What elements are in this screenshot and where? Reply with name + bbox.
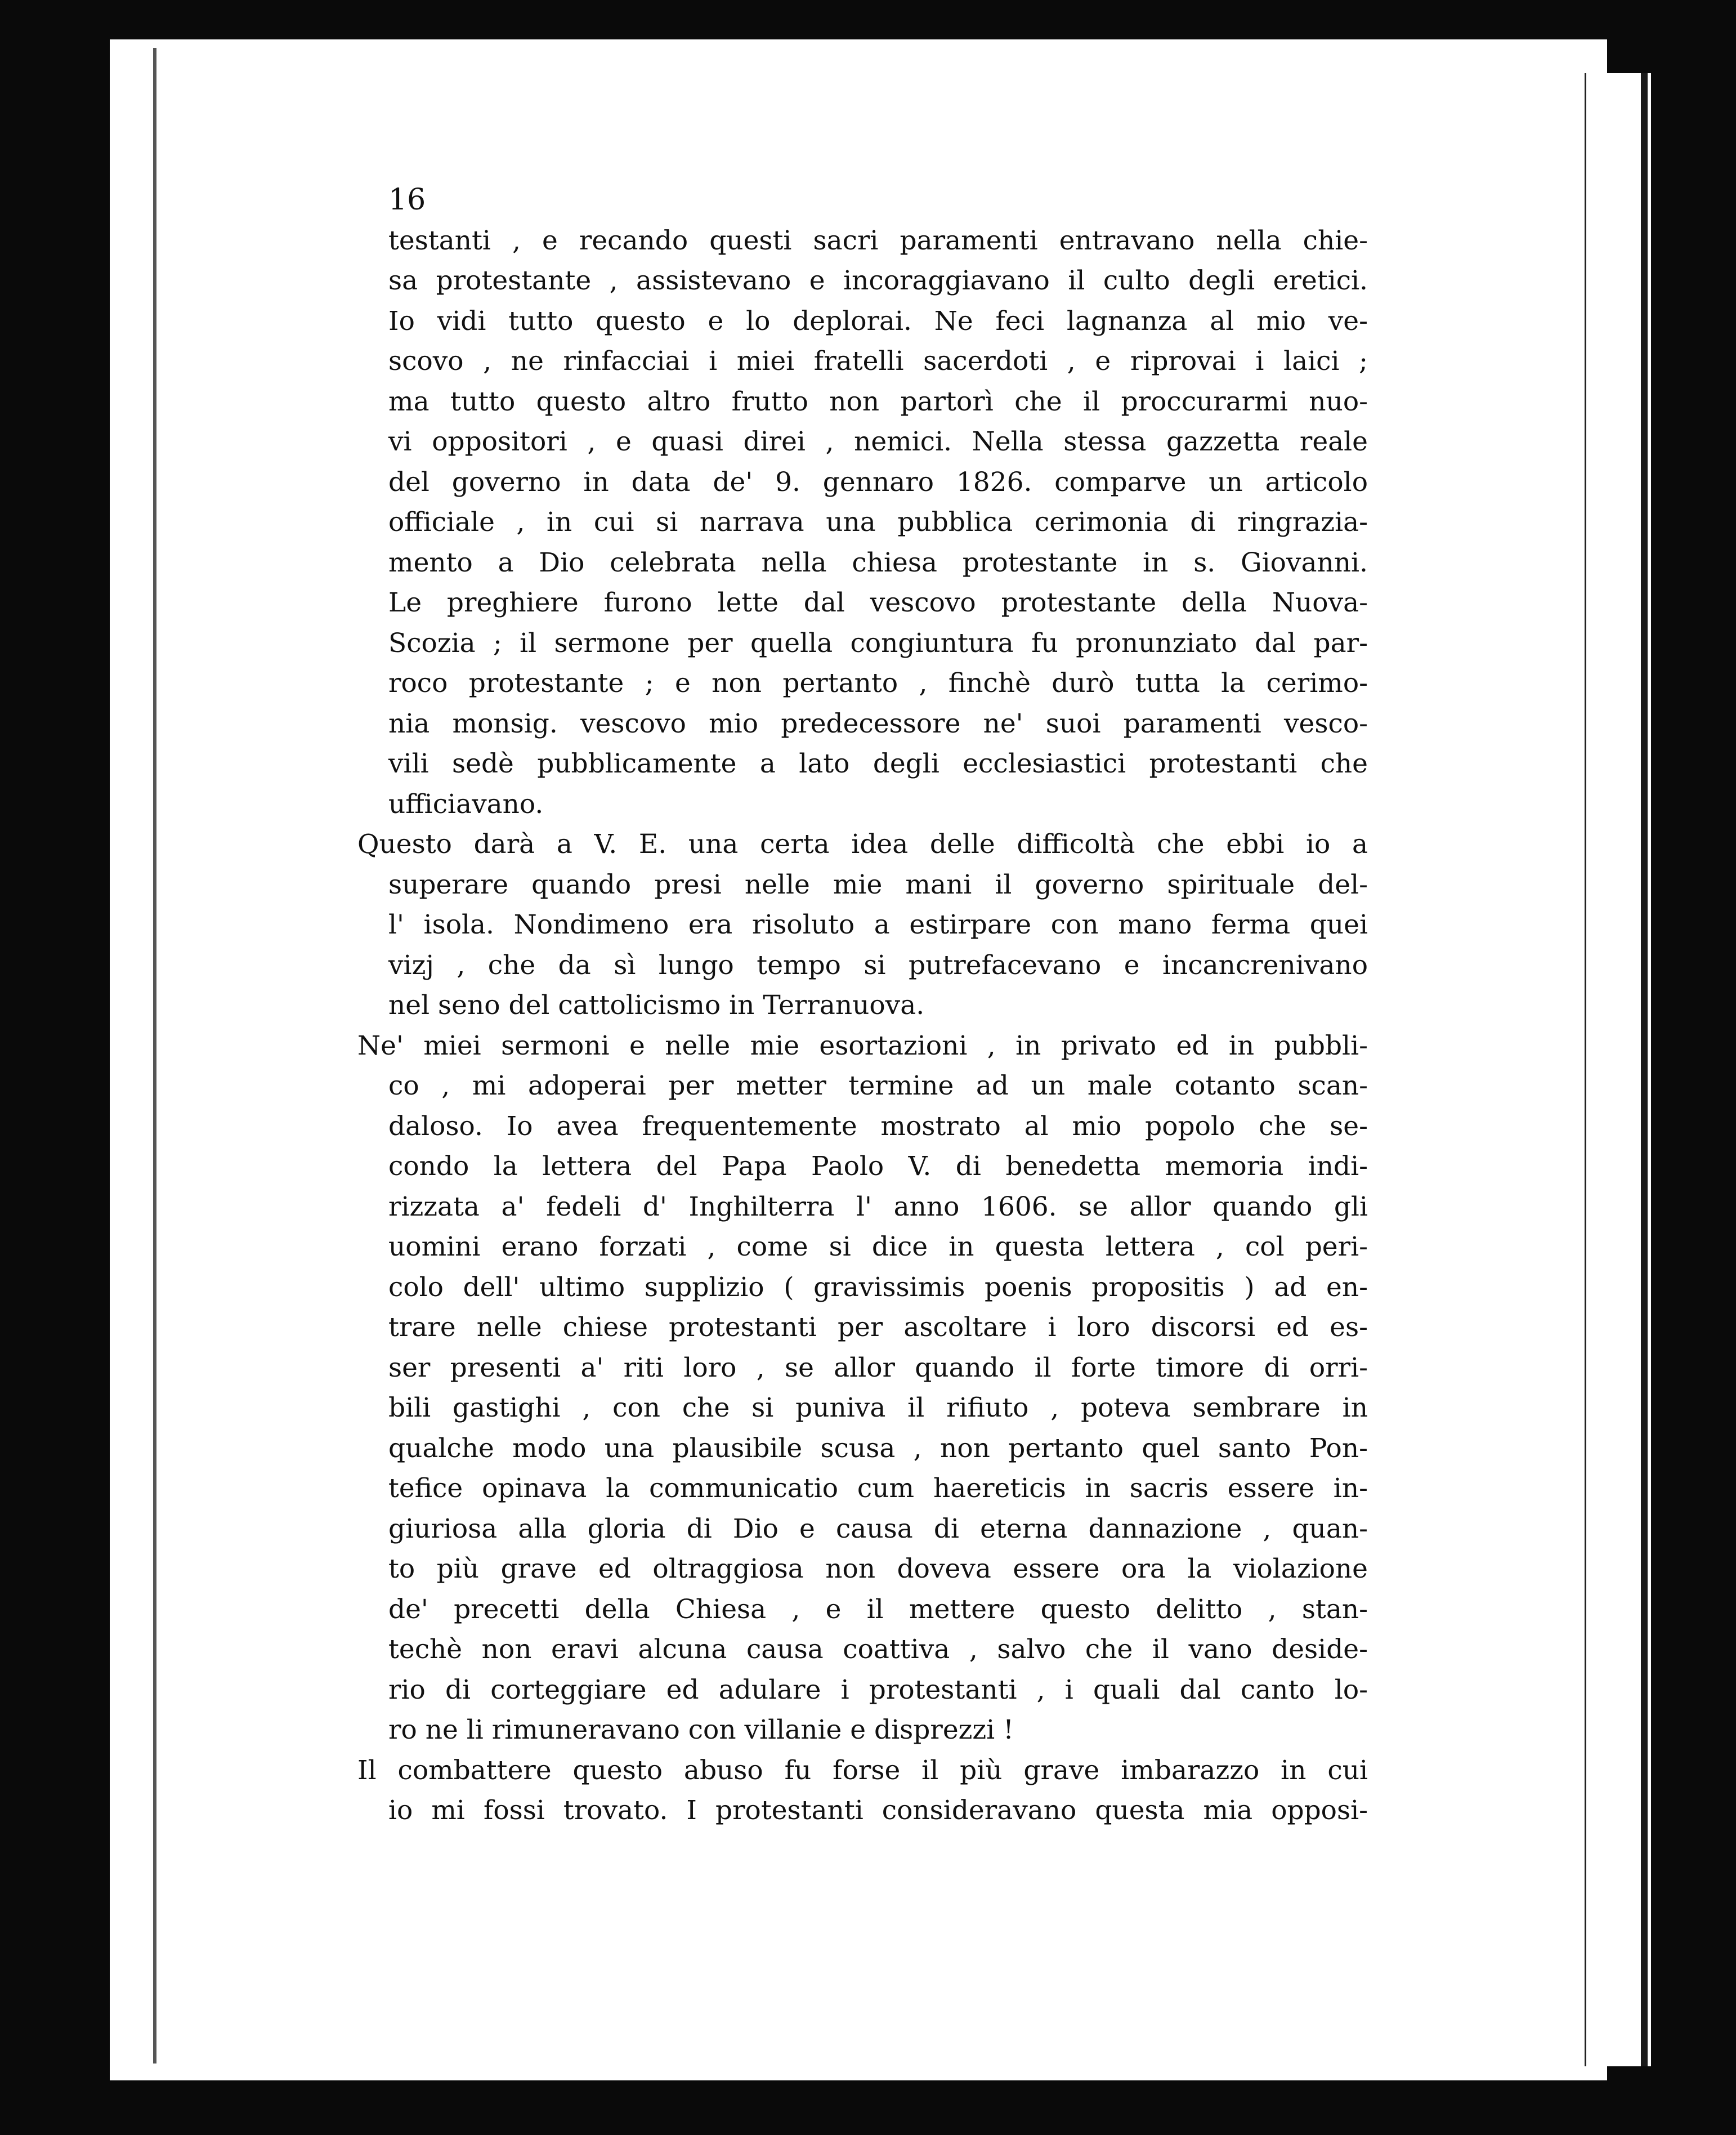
text-line: scovo , ne rinfacciai i miei fratelli sacerdoti , e riprovai i laici ;: [388, 346, 1368, 377]
text-line: condo la lettera del Papa Paolo V. di benedetta memoria indi-: [388, 1151, 1368, 1182]
text-lines: [357, 221, 1368, 1831]
text-line: trare nelle chiese protestanti per ascoltare i loro discorsi ed es-: [388, 1312, 1368, 1343]
text-line: io mi fossi trovato. I protestanti consideravano questa mia opposi-: [388, 1795, 1368, 1826]
text-line: ma tutto questo altro frutto non partorì che il proccurarmi nuo-: [388, 386, 1368, 417]
text-line: techè non eravi alcuna causa coattiva , salvo che il vano deside-: [388, 1634, 1368, 1665]
text-line: testanti , e recando questi sacri paramenti entravano nella chie-: [388, 225, 1368, 256]
text-line: de' precetti della Chiesa , e il mettere questo delitto , stan-: [388, 1593, 1368, 1625]
page-number: 16: [388, 183, 426, 217]
text-line: del governo in data de' 9. gennaro 1826. comparve un articolo: [388, 466, 1368, 498]
text-line: tefice opinava la communicatio cum haereticis in sacris essere in-: [388, 1473, 1368, 1504]
text-line: nel seno del cattolicismo in Terranuova.: [388, 990, 925, 1021]
text-line: officiale , in cui si narrava una pubblica cerimonia di ringrazia-: [388, 507, 1368, 538]
text-line: rio di corteggiare ed adulare i protestanti , i quali dal canto lo-: [388, 1674, 1368, 1705]
text-line: superare quando presi nelle mie mani il governo spirituale del-: [388, 869, 1368, 900]
text-line: co , mi adoperai per metter termine ad un male cotanto scan-: [388, 1070, 1368, 1101]
text-line: Io vidi tutto questo e lo deplorai. Ne feci lagnanza al mio ve-: [388, 305, 1368, 337]
text-line: rizzata a' fedeli d' Inghilterra l' anno 1606. se allor quando gli: [388, 1191, 1368, 1222]
text-line: ser presenti a' riti loro , se allor quando il forte timore di orri-: [388, 1352, 1368, 1383]
text-line: Il combattere questo abuso fu forse il più grave imbarazzo in cui: [357, 1754, 1368, 1786]
text-line: vili sedè pubblicamente a lato degli ecclesiastici protestanti che: [388, 748, 1368, 779]
text-line: vi oppositori , e quasi direi , nemici. Nella stessa gazzetta reale: [388, 426, 1368, 457]
text-line: roco protestante ; e non pertanto , finchè durò tutta la cerimo-: [388, 668, 1368, 699]
gutter-line: [153, 48, 156, 2063]
text-line: daloso. Io avea frequentemente mostrato al mio popolo che se-: [388, 1110, 1368, 1142]
text-line: mento a Dio celebrata nella chiesa protestante in s. Giovanni.: [388, 547, 1368, 578]
text-line: qualche modo una plausibile scusa , non pertanto quel santo Pon-: [388, 1432, 1368, 1464]
text-line: l' isola. Nondimeno era risoluto a estirpare con mano ferma quei: [388, 909, 1368, 940]
text-line: to più grave ed oltraggiosa non doveva essere ora la violazione: [388, 1553, 1368, 1584]
body-text: [357, 180, 1368, 1831]
text-line: bili gastighi , con che si puniva il rifiuto , poteva sembrare in: [388, 1392, 1368, 1423]
text-line: Scozia ; il sermone per quella congiuntura fu pronunziato dal par-: [388, 627, 1368, 659]
text-line: Ne' miei sermoni e nelle mie esortazioni , in privato ed in pubbli-: [357, 1030, 1368, 1061]
text-line: Questo darà a V. E. una certa idea delle difficoltà che ebbi io a: [357, 829, 1368, 860]
text-line: colo dell' ultimo supplizio ( gravissimis poenis propositis ) ad en-: [388, 1271, 1368, 1303]
text-line: vizj , che da sì lungo tempo si putrefacevano e incancrenivano: [388, 949, 1368, 981]
text-line: giuriosa alla gloria di Dio e causa di eterna dannazione , quan-: [388, 1513, 1368, 1544]
text-line: ro ne li rimuneravano con villanie e disprezzi !: [388, 1714, 1014, 1745]
text-line: ufficiavano.: [388, 788, 544, 820]
top-shadow: [110, 28, 1607, 41]
text-line: Le preghiere furono lette dal vescovo protestante della Nuova-: [388, 587, 1368, 618]
text-line: sa protestante , assistevano e incoraggiavano il culto degli eretici.: [388, 265, 1368, 296]
text-line: uomini erano forzati , come si dice in questa lettera , col peri-: [388, 1231, 1368, 1262]
text-line: nia monsig. vescovo mio predecessore ne' suoi paramenti vesco-: [388, 708, 1368, 739]
binding-edge: [1641, 73, 1648, 2066]
